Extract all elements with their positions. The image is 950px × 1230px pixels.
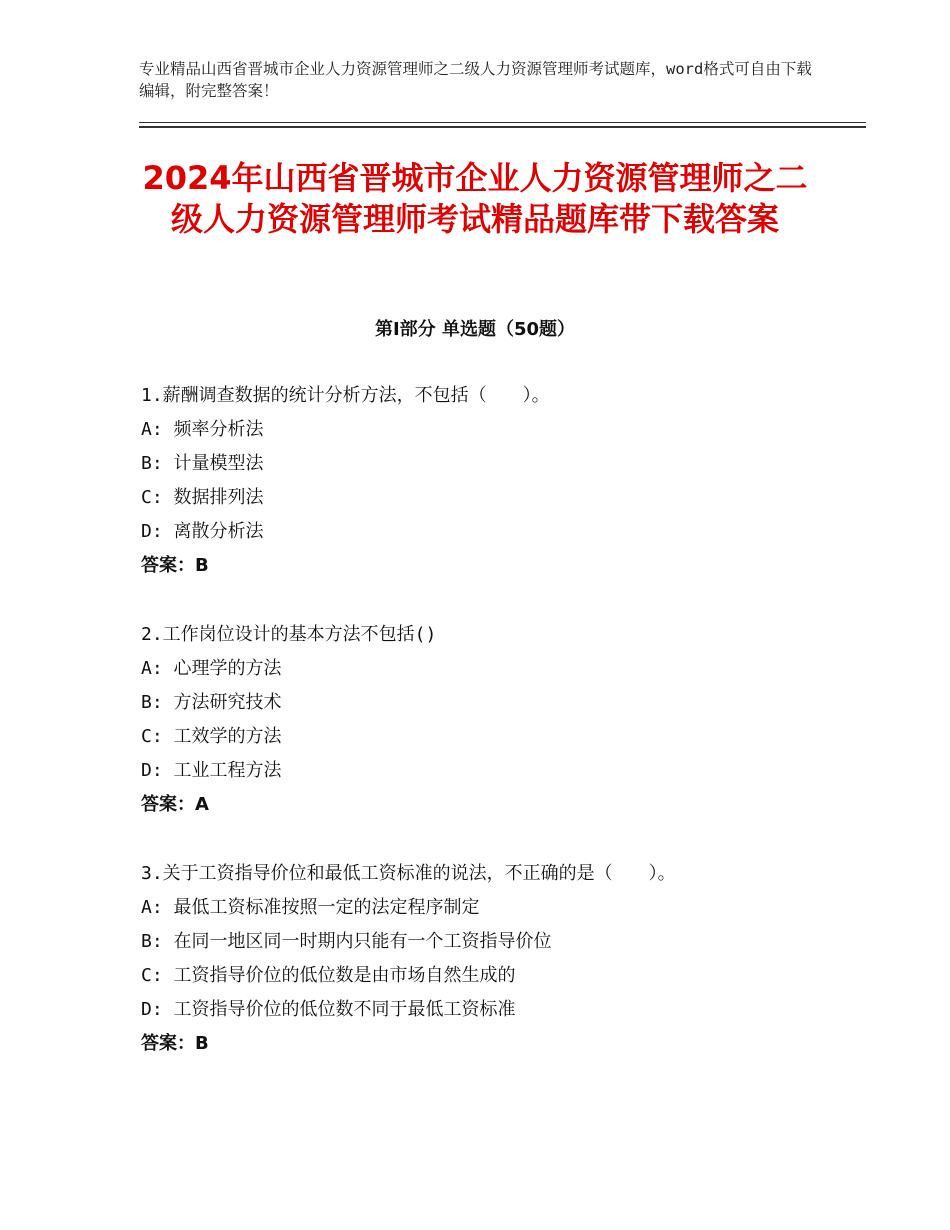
question-stem: 3.关于工资指导价位和最低工资标准的说法，不正确的是（ ）。 bbox=[141, 863, 676, 884]
option-d: D: 离散分析法 bbox=[141, 521, 264, 542]
header-divider-thick bbox=[139, 126, 866, 128]
option-a: A: 频率分析法 bbox=[141, 419, 264, 440]
question-2 bbox=[141, 618, 841, 822]
part-heading: 第Ⅰ部分 单选题（50题） bbox=[374, 319, 575, 340]
option-d: D: 工资指导价位的低位数不同于最低工资标准 bbox=[141, 999, 516, 1020]
answer-line: 答案：B bbox=[141, 555, 209, 576]
header-divider bbox=[139, 122, 866, 123]
question-stem: 2.工作岗位设计的基本方法不包括() bbox=[141, 624, 437, 645]
question-stem: 1.薪酬调查数据的统计分析方法，不包括（ ）。 bbox=[141, 385, 550, 406]
option-b: B: 在同一地区同一时期内只能有一个工资指导价位 bbox=[141, 931, 552, 952]
option-b: B: 方法研究技术 bbox=[141, 692, 282, 713]
option-a: A: 心理学的方法 bbox=[141, 658, 282, 679]
answer-line: 答案：A bbox=[141, 794, 209, 815]
document-title: 2024年山西省晋城市企业人力资源管理师之二级人力资源管理师考试精品题库带下载答案 bbox=[142, 159, 808, 238]
header-note: 专业精品山西省晋城市企业人力资源管理师之二级人力资源管理师考试题库，word格式可自由下载编辑，附完整答案！ bbox=[139, 60, 812, 100]
option-d: D: 工业工程方法 bbox=[141, 760, 282, 781]
answer-line: 答案：B bbox=[141, 1033, 209, 1054]
option-c: C: 工效学的方法 bbox=[141, 726, 282, 747]
option-c: C: 工资指导价位的低位数是由市场自然生成的 bbox=[141, 965, 516, 986]
question-3 bbox=[141, 857, 841, 1061]
option-c: C: 数据排列法 bbox=[141, 487, 264, 508]
option-b: B: 计量模型法 bbox=[141, 453, 264, 474]
question-1 bbox=[141, 379, 841, 583]
option-a: A: 最低工资标准按照一定的法定程序制定 bbox=[141, 897, 480, 918]
